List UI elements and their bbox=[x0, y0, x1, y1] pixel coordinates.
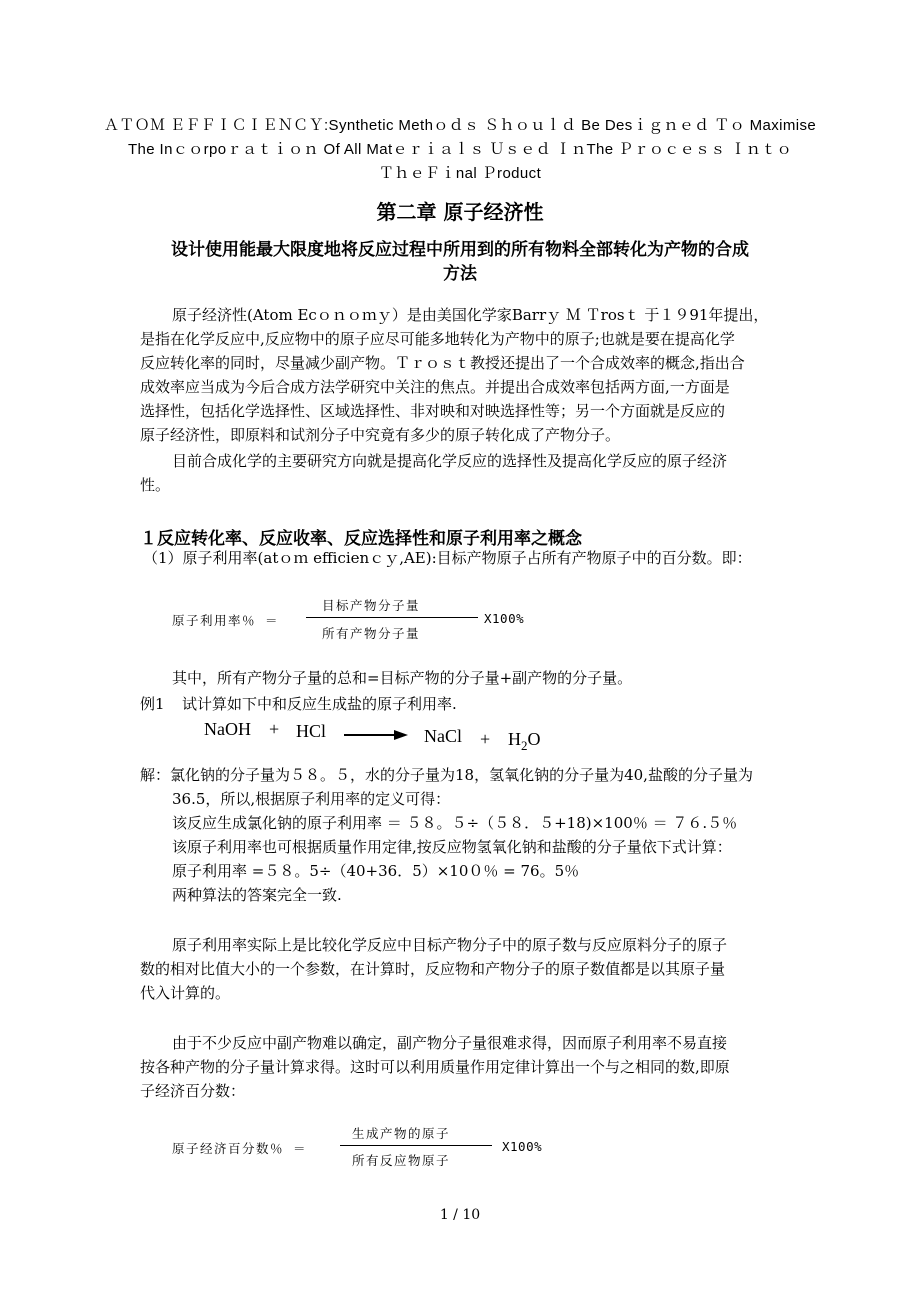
solution-line-1: 解：氯化钠的分子量为５８。５，水的分子量为18，氢氧化钠的分子量为40,盐酸的分子量为 bbox=[140, 766, 753, 784]
chapter-title: 第二章 原子经济性 bbox=[376, 200, 544, 224]
water-o: O bbox=[527, 729, 541, 749]
formula-2-multiplier: X100% bbox=[502, 1139, 543, 1154]
definition-line: （1）原子利用率(atｏｍ efficienｃｙ,AE):目标产物原子占所有产物原子中的百分数。即： bbox=[143, 549, 752, 567]
subtitle-line-1: 设计使用能最大限度地将反应过程中所用到的所有物料全部转化为产物的合成 bbox=[171, 240, 749, 260]
subtitle-line-2: 方法 bbox=[443, 264, 477, 284]
p3-line-1: 原子利用率实际上是比较化学反应中目标产物分子中的原子数与反应原料分子的原子 bbox=[172, 936, 728, 954]
p4-line-1: 由于不少反应中副产物难以确定，副产物分子量很难求得，因而原子利用率不易直接 bbox=[172, 1034, 728, 1052]
english-title-line-3: ＴｈｅＦｉnal Ｐroduct bbox=[378, 165, 542, 182]
formula-2-numerator: 生成产物的原子 bbox=[352, 1126, 451, 1141]
intro-p1-line-1: 原子经济性(Atom Ecｏｎｏｍｙ）是由美国化学家Barrｙ Ｍ Ｔrosｔ 于１９91年提出， bbox=[172, 306, 769, 324]
reactant-hcl: HCl bbox=[296, 721, 327, 741]
water-h: H bbox=[508, 729, 521, 749]
p3-line-2: 数的相对比值大小的一个参数，在计算时，反应物和产物分子的原子数值都是以其原子量 bbox=[140, 960, 726, 978]
reaction-arrow-icon bbox=[344, 728, 408, 742]
intro-p1-line-3: 反应转化率的同时，尽量减少副产物。Ｔｒｏｓｔ教授还提出了一个合成效率的概念,指出合 bbox=[140, 354, 745, 372]
solution-line-6: 两种算法的答案完全一致. bbox=[172, 886, 342, 904]
formula-1-numerator: 目标产物分子量 bbox=[322, 598, 421, 613]
formula-2-label: 原子经济百分数％ ＝ bbox=[172, 1141, 308, 1156]
formula-1-fraction-bar bbox=[306, 617, 478, 618]
example-label: 例1 bbox=[140, 695, 165, 713]
plus-sign-2: + bbox=[480, 729, 491, 749]
molecular-weight-note: 其中，所有产物分子量的总和=目标产物的分子量+副产物的分子量。 bbox=[172, 669, 633, 687]
example-text: 试计算如下中和反应生成盐的原子利用率. bbox=[182, 695, 457, 713]
formula-2-fraction-bar bbox=[340, 1145, 492, 1146]
p3-line-3: 代入计算的。 bbox=[140, 984, 231, 1002]
formula-1-denominator: 所有产物分子量 bbox=[322, 626, 421, 641]
solution-line-5: 原子利用率 =５８。5÷（40+36．5）×10０％ = 76。5％ bbox=[172, 862, 580, 880]
intro-p1-line-2: 是指在化学反应中,反应物中的原子应尽可能多地转化为产物中的原子;也就是要在提高化学 bbox=[140, 330, 735, 348]
water-subscript: 2 bbox=[521, 738, 528, 753]
p4-line-3: 子经济百分数： bbox=[140, 1082, 246, 1100]
english-title-line-2: The Inｃｏrpoｒａｔｉｏｎ Of All Matｅｒｉａｌｓ Ｕｓｅｄ ＩｎThe Ｐｒｏｃｅｓｓ Ｉｎｔｏ bbox=[127, 141, 793, 158]
p4-line-2: 按各种产物的分子量计算求得。这时可以利用质量作用定律计算出一个与之相同的数,即原 bbox=[140, 1058, 730, 1076]
formula-2-denominator: 所有反应物原子 bbox=[352, 1153, 451, 1168]
intro-p1-line-4: 成效率应当成为今后合成方法学研究中关注的焦点。并提出合成效率包括两方面,一方面是 bbox=[140, 378, 730, 396]
solution-line-4: 该原子利用率也可根据质量作用定律,按反应物氢氧化钠和盐酸的分子量依下式计算： bbox=[172, 838, 732, 856]
intro-p2-line-2: 性。 bbox=[140, 476, 171, 494]
product-water bbox=[508, 729, 541, 753]
solution-line-3: 该反应生成氯化钠的原子利用率 ＝ ５８。５÷（５８．５+18)×100％ ＝ ７６.５％ bbox=[172, 814, 738, 832]
formula-1-multiplier: X100% bbox=[484, 611, 525, 626]
intro-p2-line-1: 目前合成化学的主要研究方向就是提高化学反应的选择性及提高化学反应的原子经济 bbox=[172, 452, 728, 470]
reactant-naoh: NaOH bbox=[204, 719, 251, 739]
plus-sign-1: + bbox=[269, 719, 280, 739]
section-1-heading: １反应转化率、反应收率、反应选择性和原子利用率之概念 bbox=[140, 529, 582, 549]
english-title-line-1: ＡＴＯＭ ＥＦＦＩＣＩＥＮＣＹ:Synthetic Methｏｄｓ Ｓｈｏｕｌｄ Be Desｉｇｎｅｄ Ｔｏ Maximise bbox=[103, 117, 817, 134]
page-number: 1 / 10 bbox=[439, 1207, 481, 1223]
intro-p1-line-6: 原子经济性，即原料和试剂分子中究竟有多少的原子转化成了产物分子。 bbox=[140, 426, 621, 444]
product-nacl: NaCl bbox=[424, 726, 462, 746]
solution-line-2: 36.5，所以,根据原子利用率的定义可得： bbox=[172, 790, 451, 808]
intro-p1-line-5: 选择性，包括化学选择性、区域选择性、非对映和对映选择性等；另一个方面就是反应的 bbox=[140, 402, 726, 420]
formula-1-label: 原子利用率％ ＝ bbox=[172, 613, 280, 628]
